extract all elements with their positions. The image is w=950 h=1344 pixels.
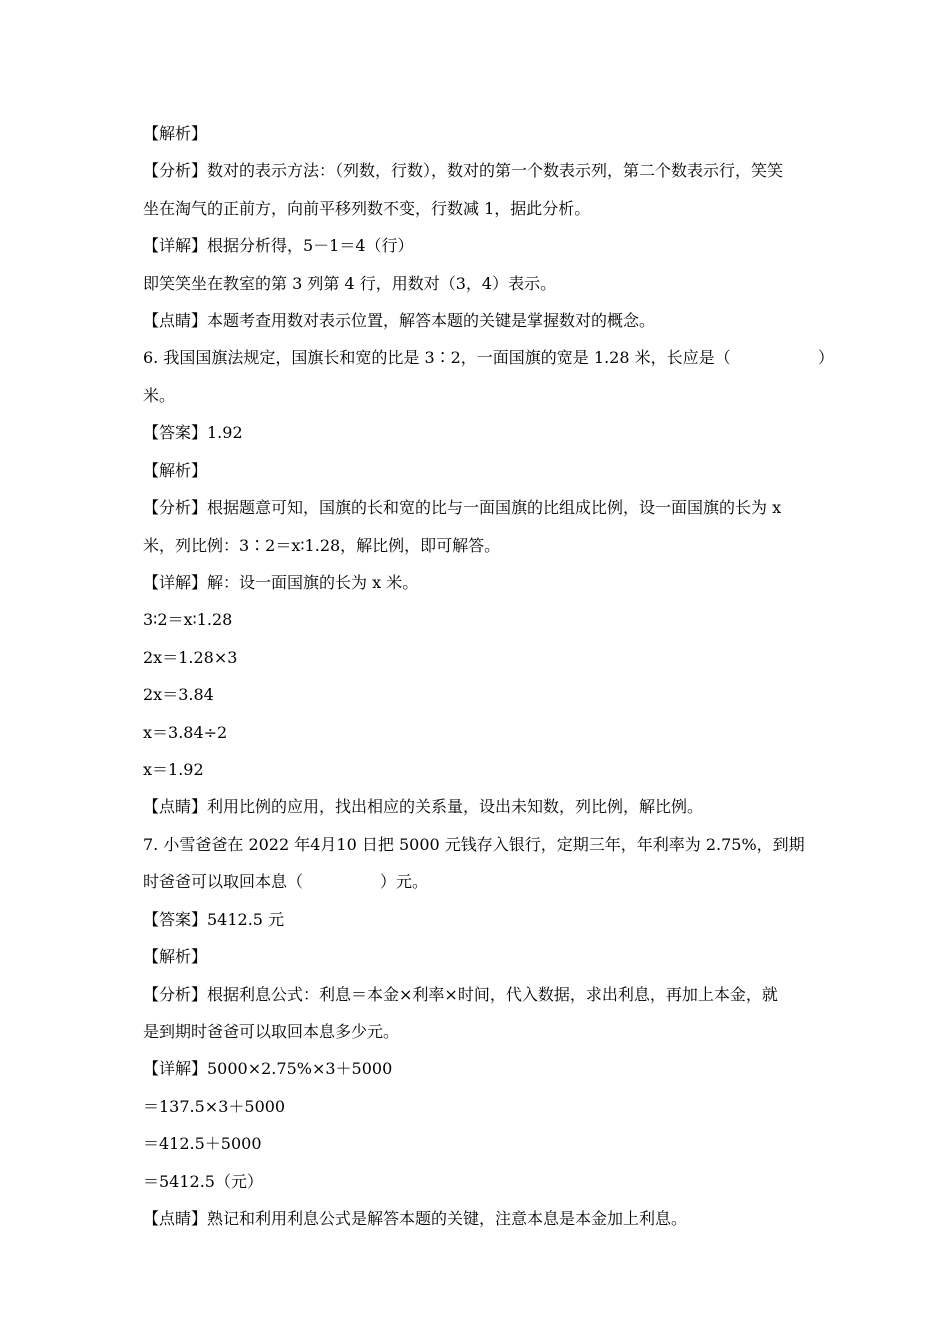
detail-line: 【详解】解：设一面国旗的长为 x 米。 [143, 573, 419, 592]
question-7: 7. 小雪爸爸在 2022 年4月10 日把 5000 元钱存入银行，定期三年，年利率为 2.75%，到期 [143, 835, 805, 854]
question-6-text: 6. 我国国旗法规定，国旗长和宽的比是 3∶2，一面国旗的宽是 1.28 米，长应是（ [143, 348, 731, 367]
key-point-line: 【点睛】利用比例的应用，找出相应的关系量，设出未知数，列比例，解比例。 [143, 797, 704, 816]
equation-line: 2x＝1.28×3 [143, 648, 238, 667]
analysis-line: 坐在淘气的正前方，向前平移列数不变，行数减 1，据此分析。 [143, 199, 591, 218]
equation-line: 3∶2＝x∶1.28 [143, 610, 233, 629]
equation-line: 2x＝3.84 [143, 685, 214, 704]
equation-line: ＝137.5×3＋5000 [143, 1097, 286, 1116]
detail-line: 即笑笑坐在教室的第 3 列第 4 行，用数对（3，4）表示。 [143, 274, 557, 293]
question-6-close-paren: ） [818, 348, 835, 367]
answer-line: 【答案】5412.5 元 [143, 910, 285, 929]
section-heading-jiexi: 【解析】 [143, 461, 208, 480]
key-point-line: 【点睛】熟记和利用利息公式是解答本题的关键，注意本息是本金加上利息。 [143, 1209, 688, 1228]
question-6-text: 米。 [143, 386, 176, 405]
section-heading-jiexi: 【解析】 [143, 947, 208, 966]
equation-line: ＝5412.5（元） [143, 1172, 263, 1191]
analysis-line: 是到期时爸爸可以取回本息多少元。 [143, 1022, 400, 1041]
analysis-line: 米，列比例：3∶2＝x∶1.28，解比例，即可解答。 [143, 536, 501, 555]
analysis-line: 【分析】数对的表示方法：（列数，行数），数对的第一个数表示列，第二个数表示行，笑笑 [143, 161, 784, 180]
question-6 [143, 348, 731, 368]
equation-line: x＝3.84÷2 [143, 723, 228, 742]
detail-line: 【详解】根据分析得，5－1＝4（行） [143, 236, 414, 255]
equation-line: x＝1.92 [143, 760, 204, 779]
analysis-line: 【分析】根据题意可知，国旗的长和宽的比与一面国旗的比组成比例，设一面国旗的长为 x [143, 498, 782, 517]
question-7-text: 时爸爸可以取回本息（ [143, 872, 304, 891]
answer-line: 【答案】1.92 [143, 423, 243, 442]
equation-line: ＝412.5＋5000 [143, 1134, 262, 1153]
question-7-close: ）元。 [380, 872, 429, 891]
analysis-line: 【分析】根据利息公式：利息＝本金×利率×时间，代入数据，求出利息，再加上本金，就 [143, 985, 778, 1004]
key-point-line: 【点睛】本题考查用数对表示位置，解答本题的关键是掌握数对的概念。 [143, 311, 656, 330]
section-heading-jiexi: 【解析】 [143, 124, 208, 143]
detail-line: 【详解】5000×2.75%×3＋5000 [143, 1059, 393, 1078]
